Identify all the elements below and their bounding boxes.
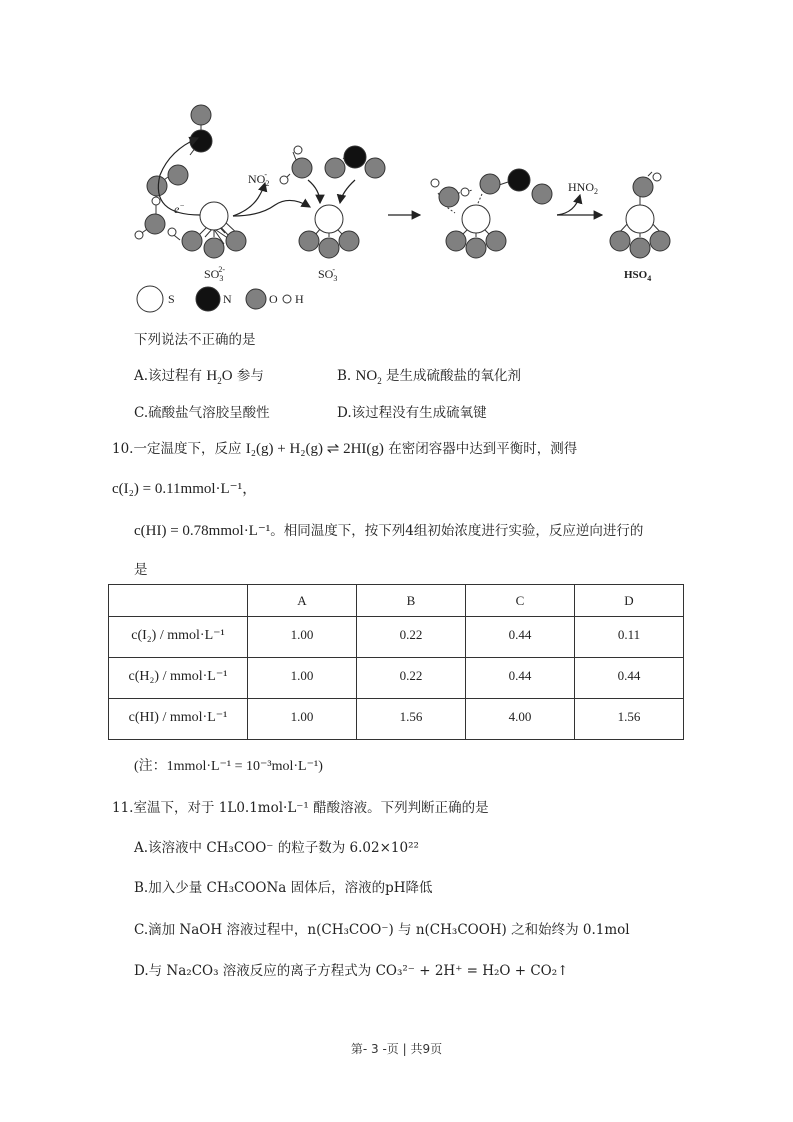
electron-label: e− bbox=[174, 201, 185, 216]
group3-atoms bbox=[431, 169, 552, 258]
row-label-h2: c(H₂) / mmol·L⁻¹ bbox=[109, 658, 248, 699]
q10-line1: 10.一定温度下，反应 I₂(g) + H₂(g) ⇌ 2HI(g) 在密闭容器中达到平衡时，测得 bbox=[112, 441, 578, 457]
table-cell: 0.11 bbox=[575, 617, 684, 658]
table-row bbox=[109, 658, 684, 699]
q10-equation: I₂(g) + H₂(g) ⇌ 2HI(g) bbox=[245, 441, 384, 457]
q9-option-b[interactable]: B. $NO_2$ 是生成硫酸盐的氧化剂 bbox=[337, 368, 521, 386]
legend-nitrogen-icon bbox=[196, 287, 220, 311]
so3-2minus-label: $SO_32-$ bbox=[204, 265, 226, 283]
q10-line3: c(HI) = 0.78mmol·L⁻¹。相同温度下，按下列4组初始浓度进行实验，反应逆向进行的 bbox=[134, 523, 644, 539]
legend-hydrogen-icon bbox=[283, 295, 291, 303]
q10-line2: c(I₂) = 0.11mmol·L⁻¹， bbox=[112, 481, 258, 497]
table-header-blank bbox=[109, 585, 248, 617]
table-header-c: C bbox=[466, 585, 575, 617]
hso4-label: $HSO_4$ bbox=[624, 269, 652, 283]
table-header-d: D bbox=[575, 585, 684, 617]
q10-line4: 是 bbox=[134, 562, 148, 578]
q11-option-b[interactable]: B.加入少量 CH₃COONa 固体后，溶液的pH降低 bbox=[134, 880, 433, 896]
table-cell: 1.00 bbox=[248, 658, 357, 699]
legend-label-s: S bbox=[168, 292, 175, 306]
q11-stem: 11.室温下，对于 1L0.1mol·L⁻¹ 醋酸溶液。下列判断正确的是 bbox=[112, 800, 489, 816]
no2-label: $NO_2-$ bbox=[248, 170, 270, 188]
table-cell: 0.44 bbox=[575, 658, 684, 699]
group1-atoms bbox=[135, 105, 246, 258]
q9-stem: 下列说法不正确的是 bbox=[134, 332, 256, 348]
q10-number: 10. bbox=[112, 441, 134, 457]
q11-option-c[interactable]: C.滴加 NaOH 溶液过程中，n(CH₃COO⁻) 与 n(CH₃COOH) 之和始终为 0.1mol bbox=[134, 922, 630, 938]
table-cell: 1.00 bbox=[248, 617, 357, 658]
water-arrow bbox=[308, 180, 320, 203]
table-cell: 1.56 bbox=[575, 699, 684, 740]
reaction-mechanism-diagram bbox=[130, 95, 690, 315]
no2-approach-arrow bbox=[340, 180, 355, 203]
table-cell: 4.00 bbox=[466, 699, 575, 740]
legend-label-o: O bbox=[269, 292, 278, 306]
q11-option-d[interactable]: D.与 Na₂CO₃ 溶液反应的离子方程式为 CO₃²⁻ + 2H⁺ = H₂O + CO₂↑ bbox=[134, 963, 569, 979]
mechanism-svg bbox=[130, 95, 690, 315]
table-cell: 1.56 bbox=[357, 699, 466, 740]
so3-to-group2-arrow bbox=[233, 200, 310, 216]
table-cell: 0.22 bbox=[357, 658, 466, 699]
table-row bbox=[109, 699, 684, 740]
table-row bbox=[109, 617, 684, 658]
page-footer: 第- 3 -页 | 共9页 bbox=[350, 1042, 443, 1056]
q9-option-d[interactable]: D.该过程没有生成硫氧键 bbox=[337, 405, 487, 421]
table-header-b: B bbox=[357, 585, 466, 617]
table-cell: 0.44 bbox=[466, 658, 575, 699]
hno2-label: $HNO_2$ bbox=[568, 180, 598, 196]
table-cell: 0.44 bbox=[466, 617, 575, 658]
row-label-i2: c(I₂) / mmol·L⁻¹ bbox=[109, 617, 248, 658]
q11-number: 11. bbox=[112, 800, 134, 816]
legend-label-h: H bbox=[295, 292, 304, 306]
concentration-table bbox=[108, 584, 684, 740]
table-header-row bbox=[109, 585, 684, 617]
legend-sulfur-icon bbox=[137, 286, 163, 312]
table-cell: 1.00 bbox=[248, 699, 357, 740]
group2-atoms bbox=[280, 146, 385, 258]
legend-label-n: N bbox=[223, 292, 232, 306]
group4-atoms bbox=[610, 173, 670, 258]
no2-release-arrow bbox=[233, 183, 265, 216]
row-label-hi: c(HI) / mmol·L⁻¹ bbox=[109, 699, 248, 740]
hno2-release-arrow bbox=[557, 195, 580, 215]
q9-option-a[interactable]: A.该过程有 $H_2O$ 参与 bbox=[134, 368, 264, 386]
q10-note: (注：1mmol·L⁻¹ = 10⁻³mol·L⁻¹) bbox=[134, 759, 323, 774]
table-header-a: A bbox=[248, 585, 357, 617]
table-cell: 0.22 bbox=[357, 617, 466, 658]
q9-option-c[interactable]: C.硫酸盐气溶胶呈酸性 bbox=[134, 405, 270, 421]
atom-legend bbox=[137, 286, 291, 312]
so3-minus-label: $SO_3-$ bbox=[318, 265, 338, 283]
q11-option-a[interactable]: A.该溶液中 CH₃COO⁻ 的粒子数为 6.02×10²² bbox=[134, 840, 419, 856]
legend-oxygen-icon bbox=[246, 289, 266, 309]
